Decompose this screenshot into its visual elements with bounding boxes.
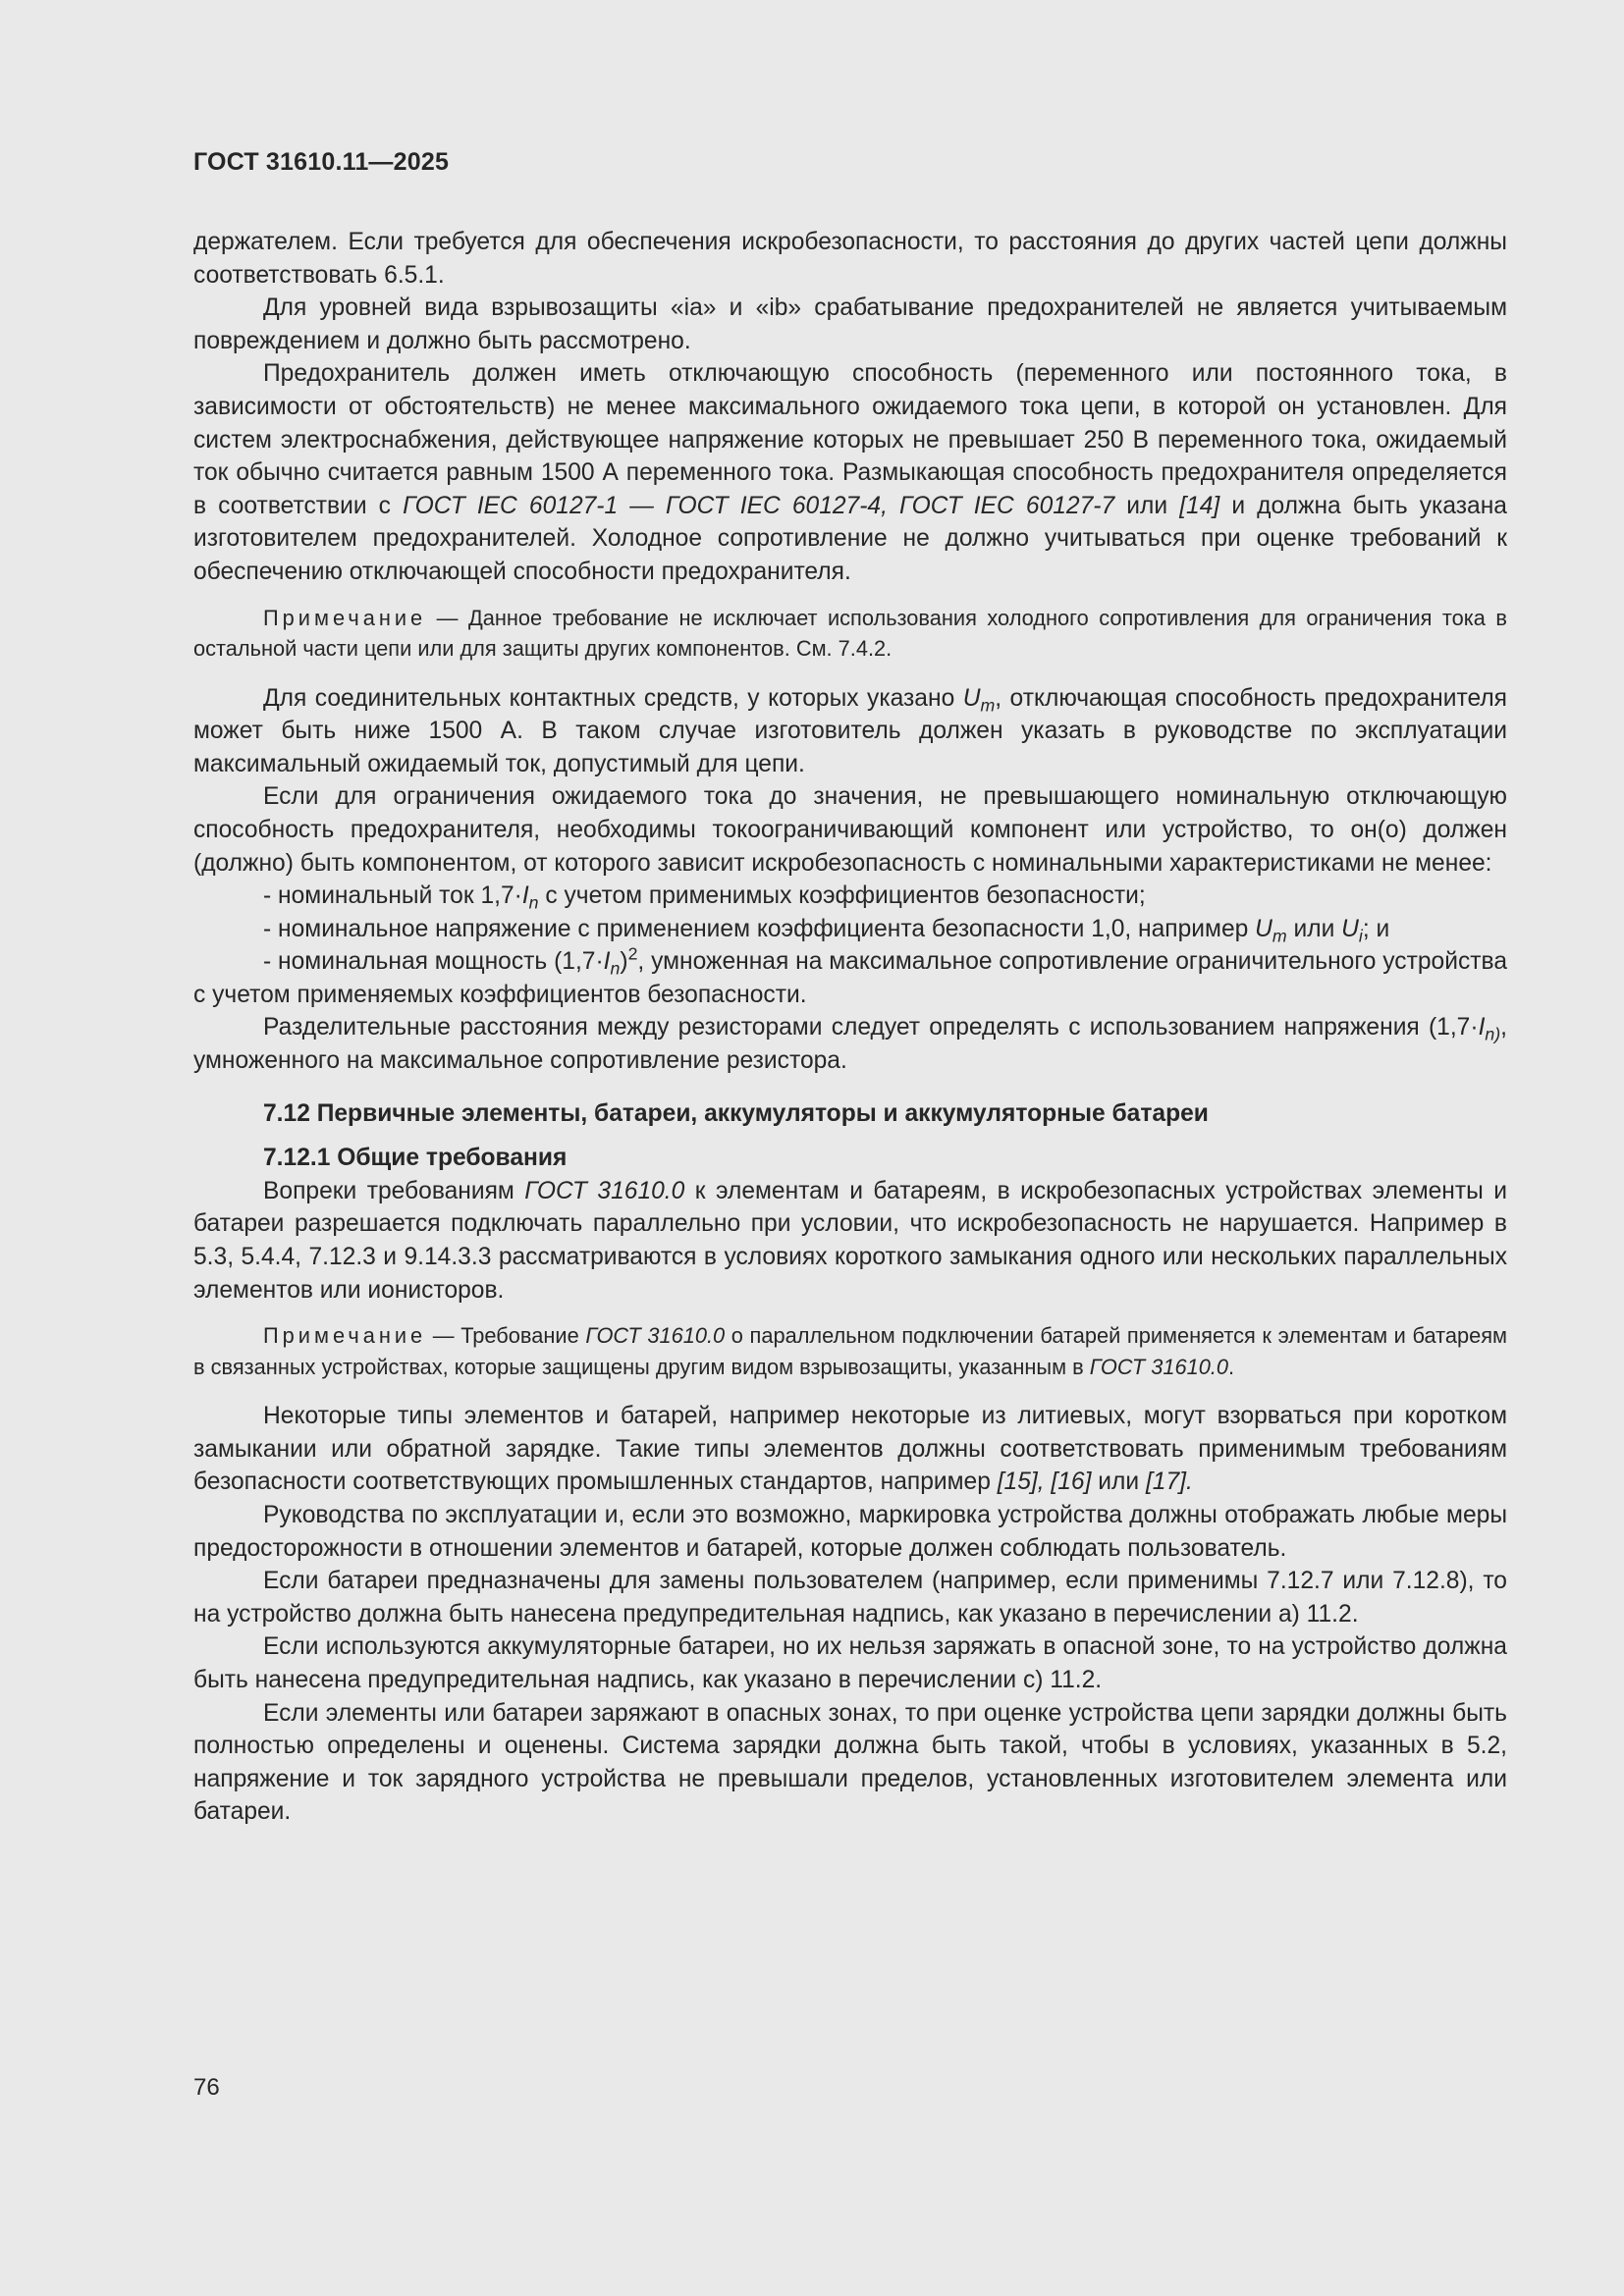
body-paragraph: Вопреки требованиям ГОСТ 31610.0 к элементам и батареям, в искробезопасных устройствах элементы и батареи разрешается подключать параллельно при условии, что искробезопасность не нарушается. Например в 5.3, 5.4.4, 7.12.3 и 9.14.3.3 рассматриваются в условиях короткого замыкания одного или нескольких параллельных элементов или ионисторов. bbox=[193, 1177, 1507, 1304]
body-paragraph: Если элементы или батареи заряжают в опасных зонах, то при оценке устройства цепи зарядки должны быть полностью определены и оценены. Система зарядки должна быть такой, чтобы в условиях, указанных в 5.2, напряжение и ток зарядного устройства не превышали пределов, установленных изготовителем элемента или батареи. bbox=[193, 1699, 1507, 1826]
body-paragraph: - номинальная мощность $(1,7\cdot I_n)^2$, умноженная на максимальное сопротивление ограничительного устройства с учетом применяемых коэффициентов безопасности. bbox=[193, 943, 1507, 1008]
document-body bbox=[193, 226, 1507, 1829]
body-paragraph: Для уровней вида взрывозащиты «ia» и «ib» срабатывание предохранителей не является учитываемым повреждением и должно быть рассмотрено. bbox=[193, 294, 1507, 354]
body-paragraph: Если для ограничения ожидаемого тока до значения, не превышающего номинальную отключающую способность предохранителя, необходимы токоограничивающий компонент или устройство, то он(о) должен (должно) быть компонентом, от которого зависит искробезопасность с номинальными характеристиками не менее: bbox=[193, 783, 1507, 877]
page-number: 76 bbox=[193, 2074, 220, 2101]
document-header: ГОСТ 31610.11—2025 bbox=[193, 148, 450, 176]
subsection-heading: 7.12.1 Общие требования bbox=[263, 1145, 568, 1172]
body-paragraph: Если используются аккумуляторные батареи, но их нельзя заряжать в опасной зоне, то на устройство должна быть нанесена предупредительная надпись, как указано в перечислении с) 11.2. bbox=[193, 1633, 1507, 1693]
note-paragraph: Примечание — Данное требование не исключает использования холодного сопротивления для ограничения тока в остальной части цепи или для защиты других компонентов. См. 7.4.2. bbox=[193, 605, 1507, 662]
body-paragraph: Для соединительных контактных средств, у которых указано $U_m$, отключающая способность предохранителя может быть ниже 1500 А. В таком случае изготовитель должен указать в руководстве по эксплуатации максимальный ожидаемый ток, допустимый для цепи. bbox=[193, 684, 1507, 777]
body-paragraph: Разделительные расстояния между резисторами следует определять с использованием напряжения ($1,7\cdot I_{n)}$, умноженного на максимальное сопротивление резистора. bbox=[193, 1014, 1507, 1075]
note-paragraph: Примечание — Требование ГОСТ 31610.0 о параллельном подключении батарей применяется к элементам и батареям в связанных устройствах, которые защищены другим видом взрывозащиты, указанным в ГОСТ 31610.0. bbox=[193, 1323, 1507, 1379]
body-paragraph: держателем. Если требуется для обеспечения искробезопасности, то расстояния до других частей цепи должны соответствовать 6.5.1. bbox=[193, 229, 1507, 289]
body-paragraph: Руководства по эксплуатации и, если это возможно, маркировка устройства должны отображать любые меры предосторожности в отношении элементов и батарей, которые должен соблюдать пользователь. bbox=[193, 1502, 1507, 1562]
body-paragraph: Предохранитель должен иметь отключающую способность (переменного или постоянного тока, в зависимости от обстоятельств) не менее максимального ожидаемого тока цепи, в которой он установлен. Для систем электроснабжения, действующее напряжение которых не превышает 250 В переменного тока, ожидаемый ток обычно считается равным 1500 А переменного тока. Размыкающая способность предохранителя определяется в соответствии с ГОСТ IEC 60127-1 — ГОСТ IEC 60127-4, ГОСТ IEC 60127-7 или [14] и должна быть указана изготовителем предохранителей. Холодное сопротивление не должно учитываться при оценке требований к обеспечению отключающей способности предохранителя. bbox=[193, 360, 1507, 585]
body-paragraph: - номинальное напряжение с применением коэффициента безопасности 1,0, например $U_m$ или $U_i$; и bbox=[263, 915, 1390, 945]
section-heading: 7.12 Первичные элементы, батареи, аккумуляторы и аккумуляторные батареи bbox=[263, 1099, 1209, 1127]
body-paragraph: - номинальный ток $1,7\cdot I_n$ с учетом применимых коэффициентов безопасности; bbox=[263, 882, 1146, 913]
body-paragraph: Если батареи предназначены для замены пользователем (например, если применимы 7.12.7 или 7.12.8), то на устройство должна быть нанесена предупредительная надпись, как указано в перечислении а) 11.2. bbox=[193, 1568, 1507, 1628]
body-paragraph: Некоторые типы элементов и батарей, например некоторые из литиевых, могут взорваться при коротком замыкании или обратной зарядке. Такие типы элементов должны соответствовать применимым требованиям безопасности соответствующих промышленных стандартов, например [15], [16] или [17]. bbox=[193, 1403, 1507, 1496]
